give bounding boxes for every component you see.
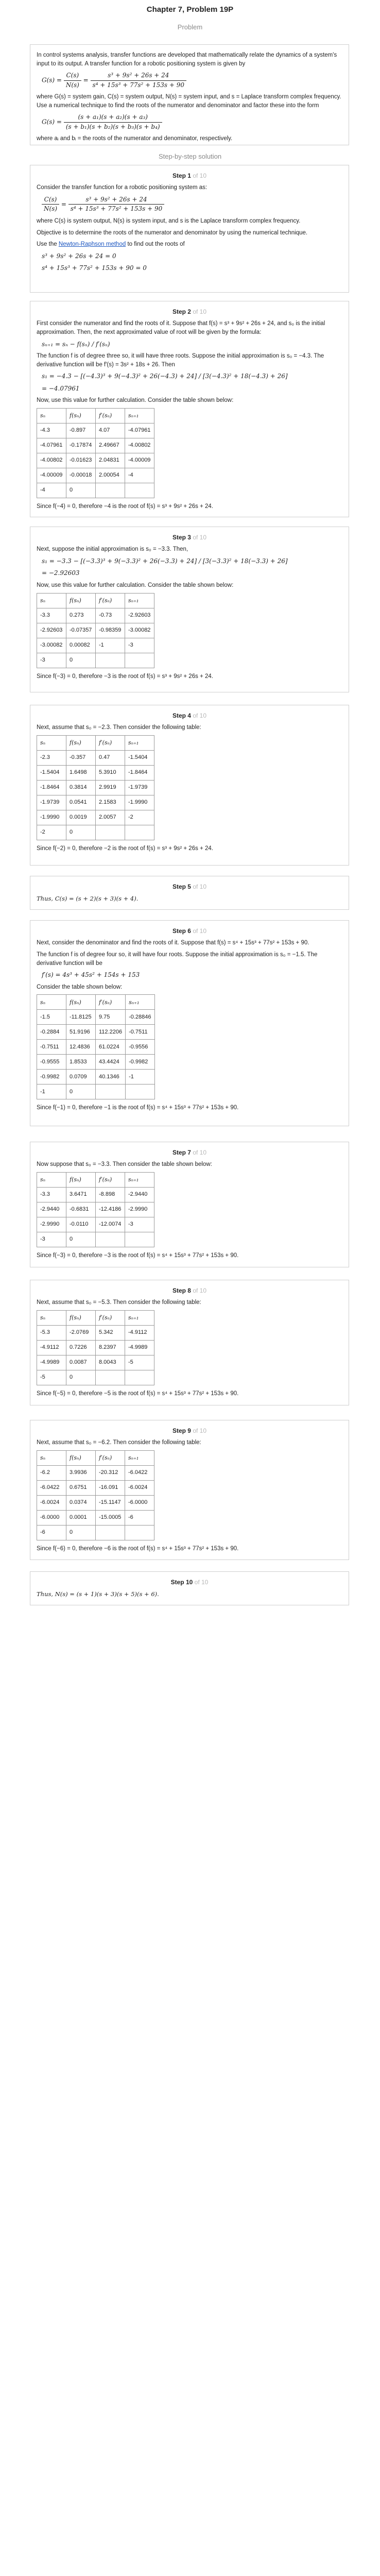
table-cell: -0.00018 <box>66 468 96 483</box>
table-cell: -4.3 <box>37 423 66 438</box>
step-2-title: Step 2 of 10 <box>172 308 207 315</box>
table-cell: -12.0074 <box>96 1217 125 1232</box>
table-cell: 0 <box>66 1084 96 1099</box>
step-3-title: Step 3 of 10 <box>172 534 207 541</box>
table-cell: -0.17874 <box>66 438 96 453</box>
transfer-function-equation: G(s) = $\frac{C(s)}{N(s)}$ = $\frac{\text{s³ + 9s² + 26s + 24}}{\text{s⁴ + 15s³ + 77s² + 153s + 90}}$ <box>42 71 342 90</box>
table-cell: 0 <box>66 1526 96 1540</box>
table-cell: -0.357 <box>66 751 96 766</box>
table-cell <box>96 483 125 498</box>
table-row <box>37 483 154 498</box>
step-1-title: Step 1 of 10 <box>172 172 207 179</box>
table-cell: 0 <box>66 1370 96 1385</box>
iteration-table <box>37 1172 154 1247</box>
column-header: f(sₙ) <box>66 736 96 751</box>
table-cell: -0.9982 <box>126 1055 155 1070</box>
table-cell: 2.04831 <box>96 453 125 468</box>
step-1-equation: s³ + 9s² + 26s + 24 = 0 <box>42 252 116 260</box>
table-row <box>37 1326 154 1341</box>
table-cell: -4.00009 <box>125 453 154 468</box>
table-cell: -6.0000 <box>37 1511 66 1526</box>
step-10-card <box>30 1571 349 1605</box>
table-cell: -6.0024 <box>37 1496 66 1511</box>
step-1-equation: $\frac{C(s)}{N(s)}$ = $\frac{\text{s³ + 9s² + 26s + 24}}{\text{s⁴ + 15s³ + 77s² + 153s + 90}}$ <box>42 195 342 214</box>
table-cell: -0.28846 <box>126 1010 155 1025</box>
table-cell: 61.0224 <box>96 1040 126 1055</box>
table-cell: 0.00082 <box>66 638 96 653</box>
step-6-text: Next, consider the denominator and find the roots of it. Suppose that f(s) = s⁴ + 15s³ + 77s² + 153s + 90. <box>37 940 309 946</box>
table-cell: -1.8464 <box>37 781 66 795</box>
table-cell: -3 <box>125 1217 154 1232</box>
problem-where: where aᵢ and bᵢ = the roots of the numerator and denominator, respectively. <box>37 135 233 142</box>
step-2-text: The function f is of degree three so, it will have three roots. Suppose the initial approximation is s₀ = −4.3. The derivative function will be f′(s) = 3s² + 18s + 26. Then <box>37 353 324 368</box>
step-3-equation: s₁ = −3.3 − [(−3.3)³ + 9(−3.3)² + 26(−3.3) + 24] / [3(−3.3)² + 18(−3.3) + 26] <box>42 557 288 565</box>
column-header: f(sₙ) <box>66 408 96 423</box>
table-row <box>37 1355 154 1370</box>
table-row <box>37 795 154 810</box>
table-cell: 0 <box>66 483 96 498</box>
table-cell: -2.9440 <box>125 1188 154 1202</box>
table-cell: 0.0709 <box>66 1070 96 1084</box>
table-cell: -5 <box>125 1355 154 1370</box>
table-cell: -2.9440 <box>37 1202 66 1217</box>
table-cell <box>96 1370 125 1385</box>
table-cell: 0 <box>66 653 96 668</box>
table-cell: -2 <box>125 810 154 825</box>
column-header: sₙ <box>37 995 66 1010</box>
column-header: sₙ₊₁ <box>125 1451 154 1466</box>
table-cell <box>96 1526 125 1540</box>
table-header-row <box>37 995 155 1010</box>
step-9-card <box>30 1420 349 1560</box>
step-9-text: Next, assume that s₀ = −6.2. Then consider the following table: <box>37 1439 201 1446</box>
step-1-text: Use the Newton-Raphson method to find out the roots of <box>37 241 185 248</box>
step-6-conclusion: Since f(−1) = 0, therefore −1 is the root of f(s) = s⁴ + 15s³ + 77s² + 153s + 90. <box>37 1105 239 1111</box>
step-10-title: Step 10 of 10 <box>170 1579 209 1586</box>
step-10-result: Thus, N(s) = (s + 1)(s + 3)(s + 5)(s + 6). <box>37 1590 159 1598</box>
table-cell: -1 <box>126 1070 155 1084</box>
table-row <box>37 623 154 638</box>
step-7-text: Now suppose that s₀ = −3.3. Then consider the table shown below: <box>37 1161 212 1168</box>
table-header-row <box>37 408 154 423</box>
table-cell: 0.0087 <box>66 1355 96 1370</box>
table-cell: -4.07961 <box>37 438 66 453</box>
step-6-card <box>30 920 349 1126</box>
step-8-conclusion: Since f(−5) = 0, therefore −5 is the root of f(s) = s⁴ + 15s³ + 77s² + 153s + 90. <box>37 1391 239 1397</box>
step-7-title: Step 7 of 10 <box>172 1149 207 1156</box>
table-row <box>37 825 154 840</box>
step-4-conclusion: Since f(−2) = 0, therefore −2 is the root of f(s) = s³ + 9s² + 26s + 24. <box>37 845 213 852</box>
step-2-text: First consider the numerator and find the roots of it. Suppose that f(s) = s³ + 9s² + 26s + 24, and s₀ is the initial approximation. Then, the next approximated value of root will be given by the formula: <box>37 320 325 336</box>
column-header: f(sₙ) <box>66 593 96 608</box>
table-cell: -0.2884 <box>37 1025 66 1040</box>
table-row <box>37 1370 154 1385</box>
table-cell: -20.312 <box>96 1466 125 1481</box>
table-cell: -3.00082 <box>125 623 154 638</box>
step-8-title: Step 8 of 10 <box>172 1287 207 1294</box>
table-cell: -2.0769 <box>66 1326 96 1341</box>
step-3-card <box>30 527 349 692</box>
table-cell <box>125 1370 154 1385</box>
table-cell: -2.3 <box>37 751 66 766</box>
step-3-text: Now, use this value for further calculation. Consider the table shown below: <box>37 582 234 588</box>
column-header: sₙ <box>37 1173 66 1188</box>
table-cell <box>96 1232 125 1247</box>
table-header-row <box>37 736 154 751</box>
table-row <box>37 810 154 825</box>
table-cell <box>125 825 154 840</box>
table-cell: -2.92603 <box>125 608 154 623</box>
table-cell: 0.6751 <box>66 1481 96 1496</box>
column-header: sₙ <box>37 593 66 608</box>
table-cell: 4.07 <box>96 423 125 438</box>
step-4-title: Step 4 of 10 <box>172 712 207 719</box>
step-1-text: Consider the transfer function for a robotic positioning system as: <box>37 184 208 191</box>
step-2-card <box>30 301 349 517</box>
table-cell: -6.0000 <box>125 1496 154 1511</box>
table-row <box>37 1481 154 1496</box>
newton-raphson-link[interactable]: Newton-Raphson method <box>58 241 126 248</box>
step-6-text: The function f is of degree four so, it will have four roots. Suppose the initial approximation is s₀ = −1.5. The derivative function will be <box>37 952 318 967</box>
table-cell: 40.1346 <box>96 1070 126 1084</box>
step-3-equation: = −2.92603 <box>42 569 80 577</box>
page-header <box>0 0 380 31</box>
column-header: sₙ₊₁ <box>126 995 155 1010</box>
step-8-text: Next, assume that s₀ = −5.3. Then consider the following table: <box>37 1299 201 1306</box>
table-cell <box>96 653 125 668</box>
table-cell: -8.898 <box>96 1188 125 1202</box>
table-row <box>37 1084 155 1099</box>
table-row <box>37 766 154 781</box>
table-cell: 51.9196 <box>66 1025 96 1040</box>
iteration-table <box>37 994 155 1099</box>
step-6-title: Step 6 of 10 <box>172 927 207 935</box>
table-row <box>37 638 154 653</box>
table-cell: 5.342 <box>96 1326 125 1341</box>
step-5-result: Thus, C(s) = (s + 2)(s + 3)(s + 4). <box>37 895 139 903</box>
table-row <box>37 653 154 668</box>
column-header: sₙ₊₁ <box>125 736 154 751</box>
table-cell: 0.3814 <box>66 781 96 795</box>
table-row <box>37 1188 154 1202</box>
column-header: f(sₙ) <box>66 1311 96 1326</box>
step-3-conclusion: Since f(−3) = 0, therefore −3 is the root of f(s) = s³ + 9s² + 26s + 24. <box>37 673 213 680</box>
table-cell: 2.0057 <box>96 810 125 825</box>
table-row <box>37 608 154 623</box>
column-header: f(sₙ) <box>66 1173 96 1188</box>
table-cell: -6 <box>37 1526 66 1540</box>
page-title: Chapter 7, Problem 19P <box>146 5 234 14</box>
step-7-conclusion: Since f(−3) = 0, therefore −3 is the root of f(s) = s⁴ + 15s³ + 77s² + 153s + 90. <box>37 1252 239 1259</box>
table-cell: -5 <box>37 1370 66 1385</box>
table-row <box>37 423 154 438</box>
table-cell: -15.0005 <box>96 1511 125 1526</box>
table-cell: -0.73 <box>96 608 125 623</box>
table-row <box>37 1511 154 1526</box>
table-cell: 8.2397 <box>96 1341 125 1355</box>
step-4-card <box>30 705 349 866</box>
step-5-card <box>30 876 349 910</box>
table-row <box>37 1025 155 1040</box>
problem-label: Problem <box>177 23 203 31</box>
table-cell <box>125 1232 154 1247</box>
step-2-text: Now, use this value for further calculation. Consider the table shown below: <box>37 397 234 404</box>
table-cell: -4.9989 <box>125 1341 154 1355</box>
table-cell <box>125 1526 154 1540</box>
table-header-row <box>37 1311 154 1326</box>
table-cell: -3.3 <box>37 608 66 623</box>
table-cell: -6.0024 <box>125 1481 154 1496</box>
iteration-table <box>37 1450 154 1540</box>
table-cell: -16.091 <box>96 1481 125 1496</box>
table-cell: 2.9919 <box>96 781 125 795</box>
table-cell: -3 <box>125 638 154 653</box>
column-header: f(sₙ) <box>66 995 96 1010</box>
table-cell: -3.3 <box>37 1188 66 1202</box>
table-cell: -0.7511 <box>37 1040 66 1055</box>
table-row <box>37 1217 154 1232</box>
table-cell: -3 <box>37 653 66 668</box>
table-cell: -6.2 <box>37 1466 66 1481</box>
table-cell: 0.7226 <box>66 1341 96 1355</box>
table-row <box>37 468 154 483</box>
table-cell: -0.6831 <box>66 1202 96 1217</box>
table-cell: -4.00802 <box>125 438 154 453</box>
table-cell: -12.4186 <box>96 1202 125 1217</box>
table-cell: -15.1147 <box>96 1496 125 1511</box>
table-cell: 2.00054 <box>96 468 125 483</box>
table-cell: 3.9936 <box>66 1466 96 1481</box>
table-row <box>37 781 154 795</box>
table-cell: -0.9555 <box>37 1055 66 1070</box>
table-cell: 3.6471 <box>66 1188 96 1202</box>
column-header: f(sₙ) <box>66 1451 96 1466</box>
table-cell: 0.0374 <box>66 1496 96 1511</box>
table-row <box>37 1341 154 1355</box>
column-header: f′(sₙ) <box>96 408 125 423</box>
table-cell <box>125 653 154 668</box>
table-row <box>37 438 154 453</box>
table-cell: -2.92603 <box>37 623 66 638</box>
table-cell: 1.6498 <box>66 766 96 781</box>
table-cell: -4 <box>125 468 154 483</box>
table-cell: 1.8533 <box>66 1055 96 1070</box>
table-cell: -4.9112 <box>37 1341 66 1355</box>
table-cell: -5.3 <box>37 1326 66 1341</box>
table-cell: 0 <box>66 825 96 840</box>
column-header: f′(sₙ) <box>96 995 126 1010</box>
step-1-card <box>30 165 349 293</box>
step-9-title: Step 9 of 10 <box>172 1427 207 1434</box>
step-2-equation: = −4.07961 <box>42 384 80 392</box>
table-row <box>37 1010 155 1025</box>
step-6-equation: f′(s) = 4s³ + 45s² + 154s + 153 <box>42 971 140 979</box>
step-2-equation: s₁ = −4.3 − [(−4.3)³ + 9(−4.3)² + 26(−4.3) + 24] / [3(−4.3)² + 18(−4.3) + 26] <box>42 372 288 380</box>
step-6-text: Consider the table shown below: <box>37 984 123 990</box>
step-5-title: Step 5 of 10 <box>172 883 207 890</box>
iteration-table <box>37 408 154 498</box>
table-cell: -1 <box>96 638 125 653</box>
table-cell <box>125 483 154 498</box>
table-row <box>37 1466 154 1481</box>
table-cell: -1.9739 <box>37 795 66 810</box>
problem-intro: In control systems analysis, transfer functions are developed that mathematically relate the dynamics of a system's input to its output. A transfer function for a robotic positioning system is given by <box>37 52 337 67</box>
step-1-text: where C(s) is system output, N(s) is system input, and s is the Laplace transform complex frequency. <box>37 217 301 224</box>
table-cell: -11.8125 <box>66 1010 96 1025</box>
table-row <box>37 1202 154 1217</box>
table-cell <box>96 825 125 840</box>
table-cell: -1.5 <box>37 1010 66 1025</box>
table-cell: -1.9739 <box>125 781 154 795</box>
table-cell: -2 <box>37 825 66 840</box>
table-cell: 12.4836 <box>66 1040 96 1055</box>
table-cell: 2.49667 <box>96 438 125 453</box>
table-cell: -4.00009 <box>37 468 66 483</box>
table-cell: -0.07357 <box>66 623 96 638</box>
table-cell: -1.5404 <box>37 766 66 781</box>
column-header: sₙ <box>37 1451 66 1466</box>
table-cell: -1.5404 <box>125 751 154 766</box>
table-cell <box>96 1084 126 1099</box>
step-7-card <box>30 1142 349 1267</box>
column-header: f′(sₙ) <box>96 1311 125 1326</box>
table-cell: -6.0422 <box>125 1466 154 1481</box>
table-row <box>37 1232 154 1247</box>
step-1-equation: s⁴ + 15s³ + 77s² + 153s + 90 = 0 <box>42 264 147 272</box>
table-cell: -1.9990 <box>125 795 154 810</box>
table-cell: -4.9989 <box>37 1355 66 1370</box>
table-cell: -0.897 <box>66 423 96 438</box>
table-cell: -2.9990 <box>125 1202 154 1217</box>
table-cell: 0.0541 <box>66 795 96 810</box>
table-cell: -0.7511 <box>126 1025 155 1040</box>
table-row <box>37 1040 155 1055</box>
column-header: sₙ <box>37 408 66 423</box>
column-header: sₙ <box>37 736 66 751</box>
problem-card <box>30 44 349 145</box>
step-3-text: Next, suppose the initial approximation is s₀ = −3.3. Then, <box>37 546 188 553</box>
step-2-equation: sₙ₊₁ = sₙ − f(sₙ) / f′(sₙ) <box>42 340 110 348</box>
table-cell: -0.01623 <box>66 453 96 468</box>
table-cell: -1.8464 <box>125 766 154 781</box>
table-row <box>37 1496 154 1511</box>
table-cell: 0.47 <box>96 751 125 766</box>
step-8-card <box>30 1280 349 1405</box>
table-cell: -3.00082 <box>37 638 66 653</box>
iteration-table <box>37 593 154 668</box>
table-row <box>37 453 154 468</box>
table-cell: -0.0110 <box>66 1217 96 1232</box>
table-cell: 8.0043 <box>96 1355 125 1370</box>
column-header: sₙ₊₁ <box>125 1173 154 1188</box>
table-cell: -0.98359 <box>96 623 125 638</box>
table-cell: 0.0001 <box>66 1511 96 1526</box>
column-header: f′(sₙ) <box>96 736 125 751</box>
table-header-row <box>37 1451 154 1466</box>
table-cell: -4 <box>37 483 66 498</box>
table-header-row <box>37 1173 154 1188</box>
step-9-conclusion: Since f(−6) = 0, therefore −6 is the root of f(s) = s⁴ + 15s³ + 77s² + 153s + 90. <box>37 1546 239 1552</box>
table-cell: 2.1583 <box>96 795 125 810</box>
table-cell: -2.9990 <box>37 1217 66 1232</box>
table-cell: 9.75 <box>96 1010 126 1025</box>
table-cell: 0 <box>66 1232 96 1247</box>
table-cell: -3 <box>37 1232 66 1247</box>
solution-heading: Step-by-step solution <box>158 152 222 160</box>
column-header: sₙ₊₁ <box>125 408 154 423</box>
table-cell: -4.07961 <box>125 423 154 438</box>
table-row <box>37 1526 154 1540</box>
table-cell: -1.9990 <box>37 810 66 825</box>
table-cell: -4.00802 <box>37 453 66 468</box>
table-cell <box>126 1084 155 1099</box>
column-header: f′(sₙ) <box>96 1451 125 1466</box>
table-row <box>37 1055 155 1070</box>
table-cell: -6 <box>125 1511 154 1526</box>
column-header: sₙ₊₁ <box>125 593 154 608</box>
factored-form-equation: G(s) = $\frac{\text{(s + a₁)(s + a₂)(s + a₃)}}{\text{(s + b₁)(s + b₂)(s + b₃)(s + b₄)}}$ <box>42 113 342 131</box>
column-header: f′(sₙ) <box>96 1173 125 1188</box>
table-cell: 112.2206 <box>96 1025 126 1040</box>
table-cell: 0.0019 <box>66 810 96 825</box>
table-cell: -0.9982 <box>37 1070 66 1084</box>
step-2-conclusion: Since f(−4) = 0, therefore −4 is the root of f(s) = s³ + 9s² + 26s + 24. <box>37 503 213 510</box>
table-cell: -6.0422 <box>37 1481 66 1496</box>
step-1-text: Objective is to determine the roots of the numerator and denominator by using the numerical technique. <box>37 229 308 236</box>
problem-definitions: where G(s) = system gain, C(s) = system output, N(s) = system input, and s = Laplace transform complex frequency. Use a numerical technique to find the roots of the numerator and denominator and factor these into the form <box>37 94 341 109</box>
table-cell: -1 <box>37 1084 66 1099</box>
iteration-table <box>37 1310 154 1385</box>
column-header: sₙ₊₁ <box>125 1311 154 1326</box>
column-header: f′(sₙ) <box>96 593 125 608</box>
step-4-text: Next, assume that s₀ = −2.3. Then consider the following table: <box>37 724 201 731</box>
table-cell: 43.4424 <box>96 1055 126 1070</box>
table-cell: -4.9112 <box>125 1326 154 1341</box>
table-cell: 5.3910 <box>96 766 125 781</box>
table-row <box>37 751 154 766</box>
column-header: sₙ <box>37 1311 66 1326</box>
iteration-table <box>37 735 154 840</box>
table-cell: -0.9556 <box>126 1040 155 1055</box>
table-header-row <box>37 593 154 608</box>
table-cell: 0.273 <box>66 608 96 623</box>
table-row <box>37 1070 155 1084</box>
